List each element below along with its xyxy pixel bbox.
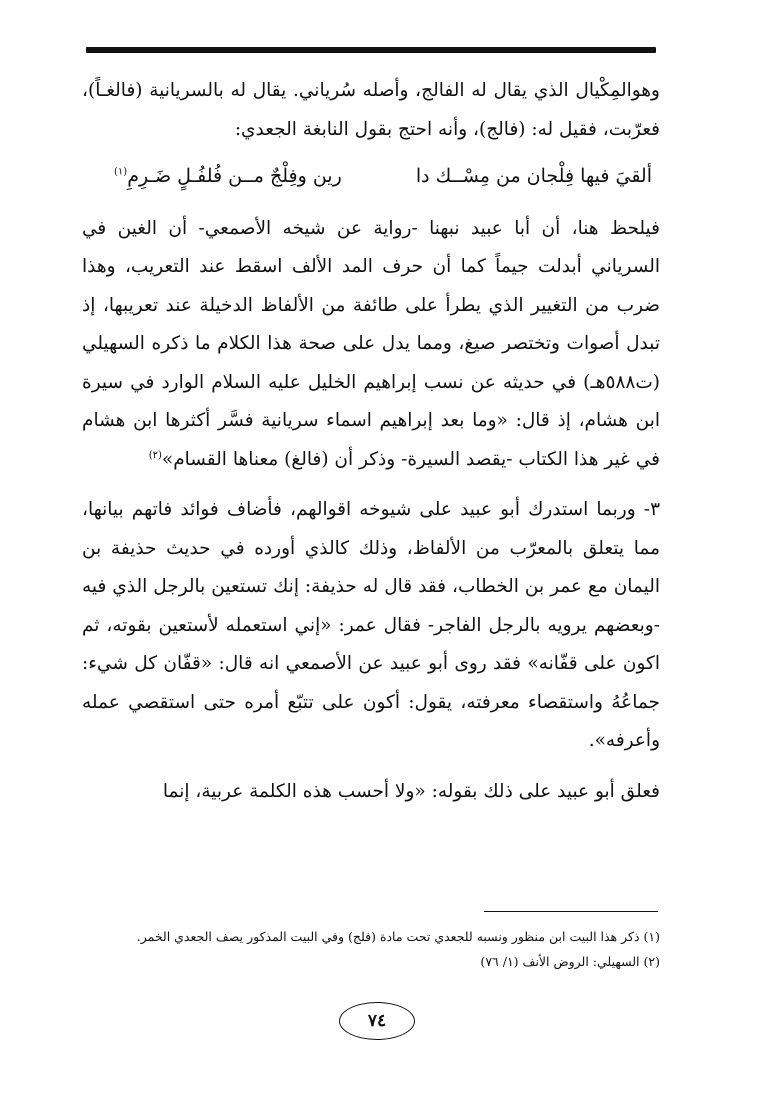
footnotes: [82, 924, 660, 974]
paragraph-2: [82, 210, 660, 480]
footnote-1: (١) ذكر هذا البيت ابن منظور ونسبه للجعدي تحت مادة (فلج) وفي البيت المذكور يصف الجعدي الخمر.: [136, 929, 660, 944]
header-rule: [86, 47, 656, 53]
paragraph-4: فعلق أبو عبيد على ذلك بقوله: «ولا أحسب هذه الكلمة عربية، إنما: [162, 780, 660, 802]
footnote-2: (٢) السهيلي: الروض الأنف (١/ ٧٦): [480, 954, 660, 969]
poetry-verse: [82, 157, 660, 196]
footnote-ref-2: (٢): [148, 449, 162, 461]
verse-second-hemistich-wrap: [114, 157, 342, 196]
main-text: [82, 72, 660, 811]
paragraph-2-text: فيلحظ هنا، أن أبا عبيد نبهنا -رواية عن شيخه الأصمعي- أن الغين في السرياني أبدلت جيماً كما أن حرف المد الألف اسقط عند التعريب، وهذا ضرب من التغيير الذي يطرأ على طائفة من الألفاظ الدخيلة عند تعريبها، إذ تبدل أصوات وتختصر صيغ، ومما يدل على صحة هذا الكلام ما ذكره السهيلي (ت٥٨٨هـ) في حديثه عن نسب إبراهيم الخليل عليه السلام الوارد في سيرة ابن هشام، إذ قال: «وما بعد إبراهيم اسماء سريانية فسَّر أكثرها ابن هشام في غير هذا الكتاب -يقصد السيرة- وذكر أن (فالغ) معناها القسام»: [82, 217, 660, 470]
page-number: ٧٤: [339, 1002, 415, 1040]
verse-second-hemistich: رين وفِلْجٌ مــن فُلفُـلٍ ضَـرِمِ: [127, 165, 342, 187]
paragraph-3: ٣- وربما استدرك أبو عبيد على شيوخه اقوالهم، فأضاف فوائد فاتهم بيانها، مما يتعلق بالمعرّب من الألفاظ، وذلك كالذي أورده في حديث حذيفة بن اليمان مع عمر بن الخطاب، فقد قال له حذيفة: إنك تستعين بالرجل الذي فيه -وبعضهم يرويه بالرجل الفاجر- فقال عمر: «إني استعمله لأستعين بقوته، ثم اكون على قفّانه» فقد روى أبو عبيد عن الأصمعي انه قال: «قفّان كل شيء: جماعُهُ واستقصاء معرفته، يقول: أكون على تتبّع أمره حتى استقصي عمله وأعرفه».: [82, 499, 660, 751]
verse-first-hemistich: ألقيَ فيها فِلْجان من مِسْــك دا: [415, 165, 652, 187]
footnote-ref-1: (١): [114, 166, 128, 178]
footnote-separator: [484, 911, 658, 912]
paragraph-1: وهوالمِكْيال الذي يقال له الفالج، وأصله سُرياني. يقال له بالسريانية (فالغـاً)، فعرّبت، فقيل له: (فالج)، وأنه احتج بقول النابغة الجعدي:: [82, 80, 660, 140]
